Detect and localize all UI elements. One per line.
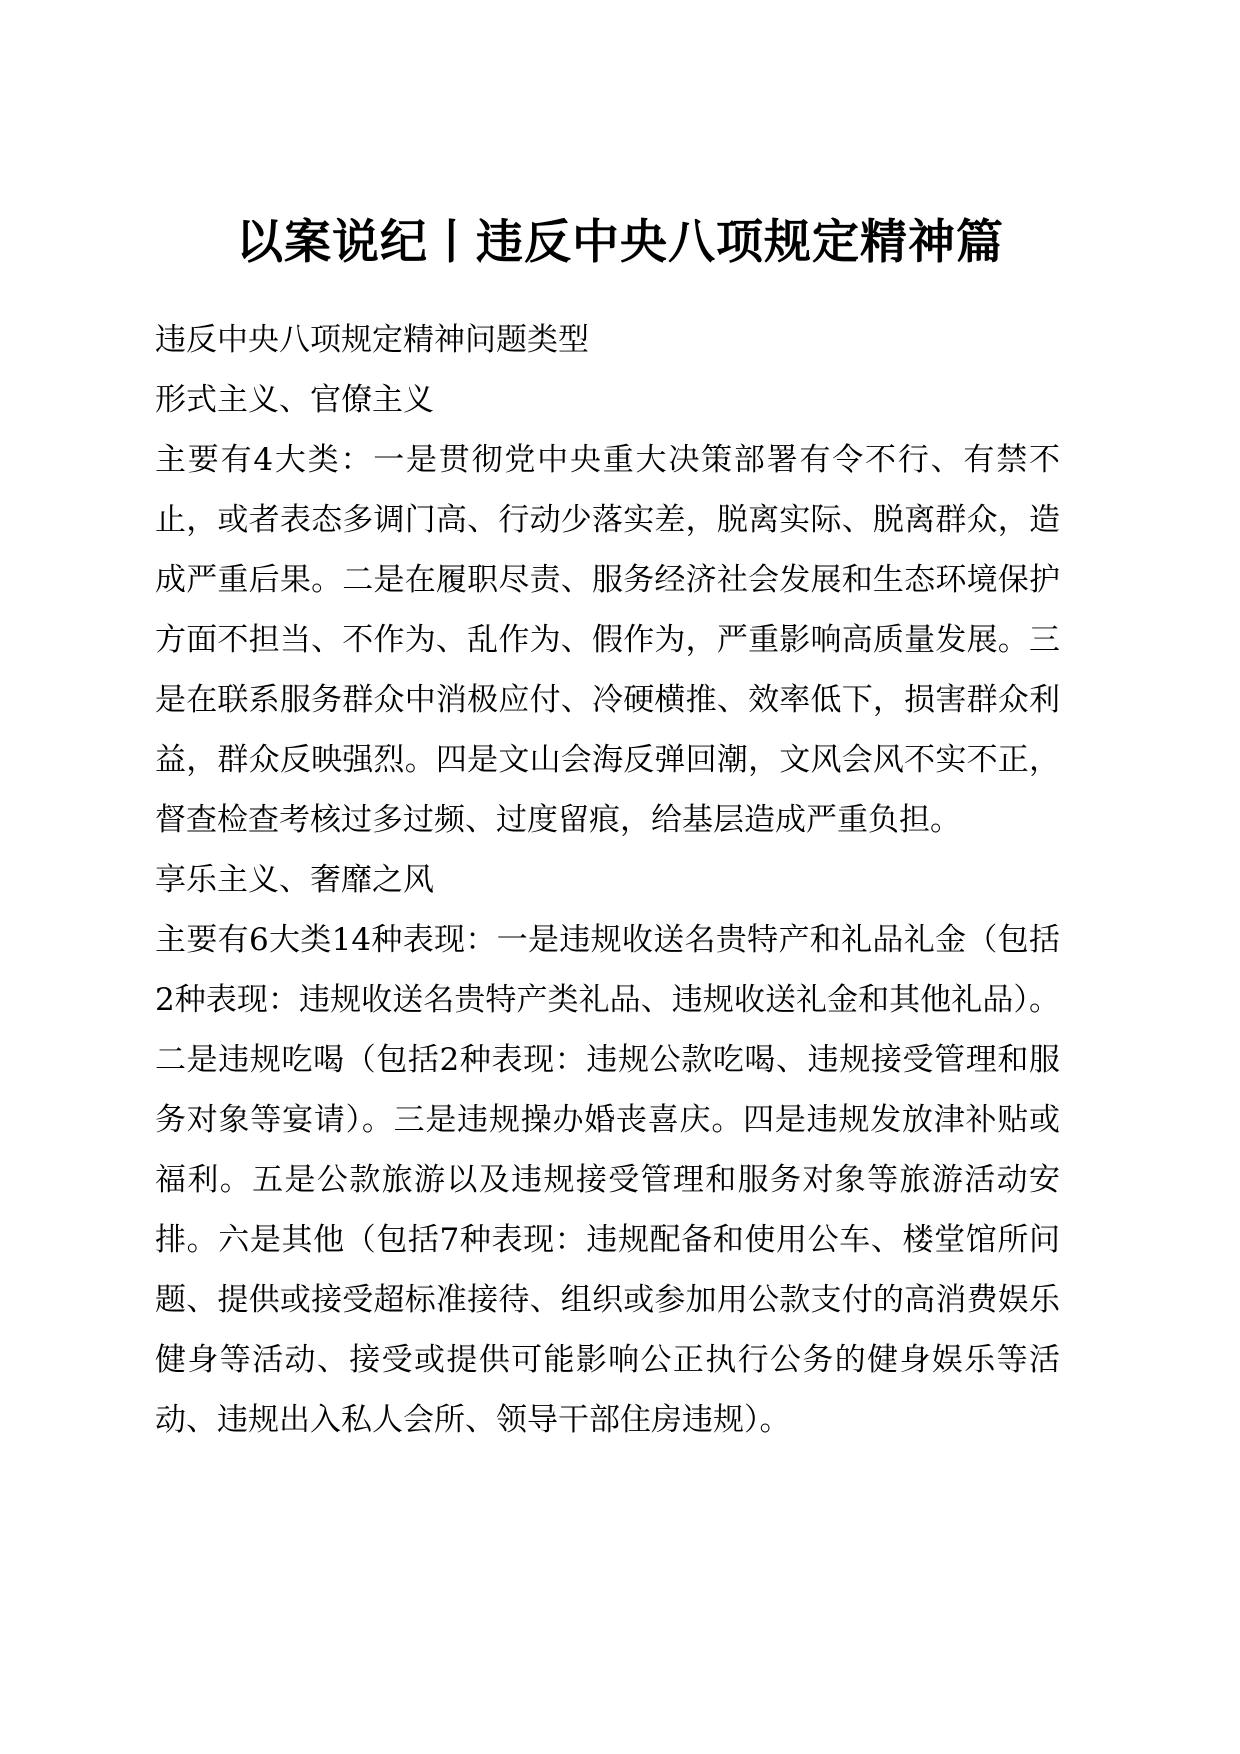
subsection-heading-hedonism: 享乐主义、奢靡之风 — [155, 862, 434, 898]
document-title: 以案说纪丨违反中央八项规定精神篇 — [236, 215, 1004, 270]
paragraph-hedonism: 主要有6大类14种表现：一是违规收送名贵特产和礼品礼金（包括2种表现：违规收送名贵特产类礼品、违规收送礼金和其他礼品）。二是违规吃喝（包括2种表现：违规公款吃喝、违规接受管理和服务对象等宴请）。三是违规操办婚丧喜庆。四是违规发放津补贴或福利。五是公款旅游以及违规接受管理和服务对象等旅游活动安排。六是其他（包括7种表现：违规配备和使用公车、楼堂馆所问题、提供或接受超标准接待、组织或参加用公款支付的高消费娱乐健身等活动、接受或提供可能影响公正执行公务的健身娱乐等活动、违规出入私人会所、领导干部住房违规）。 — [155, 922, 1060, 1438]
paragraph-formalism: 主要有4大类：一是贯彻党中央重大决策部署有令不行、有禁不止，或者表态多调门高、行动少落实差，脱离实际、脱离群众，造成严重后果。二是在履职尽责、服务经济社会发展和生态环境保护方面不担当、不作为、乱作为、假作为，严重影响高质量发展。三是在联系服务群众中消极应付、冷硬横推、效率低下，损害群众利益，群众反映强烈。四是文山会海反弹回潮，文风会风不实不正，督查检查考核过多过频、过度留痕，给基层造成严重负担。 — [155, 442, 1060, 838]
subsection-heading-formalism: 形式主义、官僚主义 — [155, 382, 434, 418]
section-heading-problem-types: 违反中央八项规定精神问题类型 — [155, 322, 589, 358]
document-body — [155, 310, 1060, 1450]
